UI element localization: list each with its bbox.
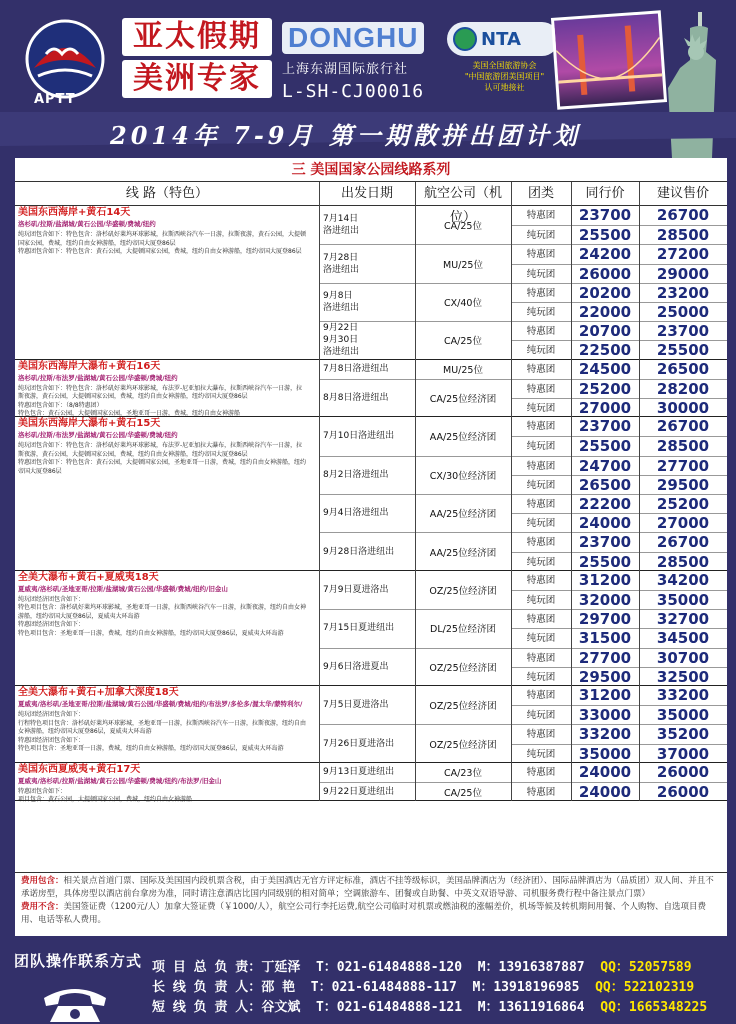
price-row — [511, 667, 727, 686]
airline: MU/25位 — [443, 365, 483, 377]
telephone-icon — [40, 984, 110, 1024]
nta-text: NTA — [481, 28, 521, 50]
col-retail-price: 建议售价 — [656, 186, 709, 201]
retail-price: 32500 — [656, 667, 710, 686]
contact-title: 团队操作联系方式 — [14, 952, 143, 970]
airline: CA/25位经济团 — [429, 393, 497, 405]
group-type: 特惠团 — [526, 210, 556, 221]
group-type: 特惠团 — [526, 652, 556, 664]
trade-price: 26500 — [578, 475, 632, 494]
retail-price: 35200 — [656, 725, 710, 744]
route-info — [18, 360, 308, 419]
route-group — [15, 571, 727, 686]
retail-price: 34200 — [656, 570, 710, 589]
aptt-logo-icon — [24, 18, 106, 100]
group-type: 特惠团 — [526, 460, 556, 472]
price-row — [511, 744, 727, 763]
license-number: L-SH-CJ00016 — [282, 81, 425, 102]
nta-desc: 美国全国旅游协会 "中国旅游团美国项目" 认可地接社 — [464, 61, 545, 92]
route-desc: 纯玩团包含如下：特色包含：洛杉矶好莱坞环球影城，布法罗-尼亚加拉大瀑布，拉斯西峡谷汽车一日游，拉斯夜游，黄石公园，大提顿国家公园，费城，纽约自由女神游船，纽约帝国大厦登86层 特惠团包含如下：特色包含：黄石公园，大提顿国家公园，圣地亚哥一日游，费城，纽约自由女神游船，纽约帝国大厦登86层 — [18, 442, 307, 475]
retail-price: 26000 — [656, 782, 710, 801]
price-row — [511, 782, 727, 801]
trade-price: 23700 — [578, 533, 632, 552]
route-title: 全美大瀑布+黄石+夏威夷18天 — [18, 571, 159, 583]
contact-mobile: M：13918196985 — [472, 980, 580, 995]
contact-role: 项 目 总 负 责： — [152, 960, 262, 975]
route-group — [15, 686, 727, 763]
group-type: 特惠团 — [526, 498, 556, 510]
contact-role: 长 线 负 责 人： — [152, 980, 262, 995]
departure-date: 9月22日夏进纽出 — [323, 786, 395, 797]
departure-date: 7月9日夏进洛出 — [323, 584, 389, 595]
retail-price: 23200 — [656, 283, 710, 302]
group-type: 纯玩团 — [526, 402, 556, 414]
column-divider — [511, 182, 512, 801]
retail-price: 30700 — [656, 648, 710, 667]
trade-price: 26000 — [578, 264, 632, 283]
route-desc: 纯玩团包含如下：特色包含：洛杉矶好莱坞环球影城，拉斯西峡谷汽车一日游，拉斯夜游，黄石公园，大提顿国家公园，费城，纽约自由女神游船，纽约帝国大厦登86层 特惠团包含如下：特色包含：黄石公园，大提顿国家公园，费城，纽约自由女神游船，纽约帝国大厦登86层 — [18, 231, 307, 255]
brand-block — [122, 18, 272, 104]
donghu-block — [282, 22, 457, 102]
globe-icon — [453, 27, 477, 51]
nta-logo — [447, 22, 559, 56]
contact-name: 谷文斌 — [261, 1000, 301, 1015]
departure-date: 7月26日夏进洛出 — [323, 738, 395, 749]
trade-price: 25200 — [578, 379, 632, 398]
group-type: 特惠团 — [526, 363, 556, 375]
price-row — [511, 513, 727, 532]
airline: CA/23位 — [444, 768, 482, 780]
airline: OZ/25位经济团 — [429, 739, 497, 751]
price-row — [511, 264, 727, 283]
route-desc: 特惠团包含如下： 项目包含：黄石公园，大提顿国家公园，费城，纽约自由女神游船 — [18, 787, 193, 804]
price-row — [511, 628, 727, 647]
trade-price: 24200 — [578, 245, 632, 264]
contact-qq: QQ：522102319 — [595, 980, 695, 995]
route-title: 美国东西夏威夷+黄石17天 — [18, 763, 141, 775]
page-title: 2014年 7-9月 第一期散拼出团计划 — [110, 121, 581, 150]
price-row — [511, 494, 727, 513]
group-type: 纯玩团 — [526, 556, 556, 568]
departure-date: 7月28日 洛进纽出 — [323, 252, 360, 275]
trade-price: 27700 — [578, 648, 632, 667]
price-row — [511, 244, 727, 263]
departure-date: 9月4日洛进纽出 — [323, 508, 389, 519]
price-row — [511, 321, 727, 340]
series-title: 三 美国国家公园线路系列 — [15, 158, 727, 182]
donghu-logo: DONGHU — [282, 22, 424, 54]
airline: OZ/25位经济团 — [429, 662, 497, 674]
departure-date: 9月28日洛进纽出 — [323, 546, 395, 557]
trade-price: 22200 — [578, 494, 632, 513]
price-row — [511, 763, 727, 782]
group-type: 纯玩团 — [526, 441, 556, 453]
departure-date: 7月5日夏进洛出 — [323, 700, 389, 711]
route-info — [18, 763, 308, 805]
airline: OZ/25位经济团 — [429, 585, 497, 597]
airline: CX/30位经济团 — [429, 470, 497, 482]
column-divider — [319, 182, 320, 801]
departure-date: 8月8日洛进纽出 — [323, 392, 389, 403]
col-type: 团类 — [527, 186, 554, 201]
retail-price: 34500 — [656, 629, 710, 648]
contact-name: 邵 艳 — [261, 980, 296, 995]
route-group — [15, 762, 727, 804]
departure-date: 7月8日洛进纽出 — [323, 364, 389, 375]
departure-date: 7月14日 洛进纽出 — [323, 214, 360, 237]
trade-price: 33200 — [578, 725, 632, 744]
group-type: 纯玩团 — [526, 594, 556, 606]
price-row — [511, 206, 727, 225]
contact-row — [152, 996, 707, 1016]
retail-price: 23700 — [656, 322, 710, 341]
retail-price: 25000 — [656, 303, 710, 321]
route-desc: 纯玩团经济团包含如下： 行程特色项目包含：洛杉矶好莱坞环球影城，圣地亚哥一日游，拉斯西峡谷汽车一日游，拉斯夜游，纽约自由女神游船，纽约帝国大厦登86层，夏威夷大环岛游 特惠团经济团包含如下： 特色项目包含：圣地亚哥一日游，费城，纽约自由女神游船，纽约帝国大厦登86层，夏威夷大环岛游 — [18, 711, 307, 752]
route-title: 美国东西海岸大瀑布+黄石15天 — [18, 418, 161, 430]
retail-price: 28500 — [656, 552, 710, 571]
contact-mobile: M：13916387887 — [477, 960, 585, 975]
trade-price: 29500 — [578, 667, 632, 686]
trade-price: 23700 — [578, 206, 632, 224]
column-divider — [415, 182, 416, 801]
contact-role: 短 线 负 责 人： — [152, 1000, 262, 1015]
nta-block — [447, 22, 562, 93]
trade-price: 31200 — [578, 570, 632, 589]
header — [0, 0, 736, 108]
group-type: 特惠团 — [526, 537, 556, 549]
trade-price: 31500 — [578, 629, 632, 648]
airline: CA/25位 — [444, 221, 482, 233]
airline: AA/25位经济团 — [429, 509, 497, 521]
retail-price: 28500 — [656, 437, 710, 456]
price-row — [511, 724, 727, 743]
retail-price: 33200 — [656, 686, 710, 704]
route-title: 美国东西海岸大瀑布+黄石16天 — [18, 360, 161, 372]
route-cities: 夏威夷/洛杉矶/圣地亚哥/拉斯/盐湖城/黄石公园/华盛顿/费城/纽约/旧金山 — [18, 584, 228, 593]
contact-tel: T：021-61484888-117 — [310, 980, 457, 995]
col-route: 线 路（特色） — [125, 186, 209, 201]
trade-price: 22000 — [578, 303, 632, 321]
trade-price: 27000 — [578, 398, 632, 417]
price-row — [511, 283, 727, 302]
group-type: 纯玩团 — [526, 345, 556, 357]
retail-price: 26500 — [656, 359, 710, 378]
retail-price: 28500 — [656, 226, 710, 245]
price-row — [511, 571, 727, 590]
trade-price: 32000 — [578, 590, 632, 609]
exclude-text: 美国签证费（1200元/人）加拿大签证费（￥1000/人），航空公司行李托运费,航空公司临时对机票或燃油税的涨幅差价，机场等候及转机期间用餐、个人购物、自选项目费用、电话等私人费用。 — [21, 902, 706, 925]
schedule-table — [15, 158, 727, 872]
trade-price: 25500 — [578, 437, 632, 456]
group-type: 特惠团 — [526, 614, 556, 626]
departure-date: 9月8日 洛进纽出 — [323, 291, 360, 313]
group-type: 特惠团 — [526, 690, 556, 701]
col-date: 出发日期 — [340, 186, 393, 201]
route-cities: 夏威夷/洛杉矶/圣地亚哥/拉斯/盐湖城/黄石公园/华盛顿/费城/纽约/布法罗/多伦多/渥太华/蒙特利尔/ — [18, 700, 303, 708]
retail-price: 26000 — [656, 762, 710, 781]
route-title: 全美大瀑布+黄石+加拿大深度18天 — [18, 687, 179, 698]
group-type: 特惠团 — [526, 326, 556, 338]
trade-price: 23700 — [578, 417, 632, 436]
departure-date: 8月2日洛进纽出 — [323, 469, 389, 480]
route-cities: 洛杉矶/拉斯/布法罗/盐湖城/黄石公园/华盛顿/费城/纽约 — [18, 373, 178, 382]
trade-price: 24000 — [578, 782, 632, 801]
route-info — [18, 686, 308, 754]
price-row — [511, 225, 727, 244]
route-group — [15, 417, 727, 571]
group-type: 纯玩团 — [526, 479, 556, 491]
trade-price: 22500 — [578, 341, 632, 360]
trade-price: 25500 — [578, 552, 632, 571]
airline: MU/25位 — [443, 259, 483, 271]
contact-tel: T：021-61484888-120 — [315, 960, 463, 975]
contact-row — [152, 956, 692, 976]
logo-text: APTT — [34, 92, 76, 107]
trade-price: 20200 — [578, 283, 632, 302]
trade-price: 25500 — [578, 226, 632, 245]
contact-qq: QQ：52057589 — [600, 960, 692, 975]
retail-price: 26700 — [656, 417, 710, 436]
group-type: 纯玩团 — [526, 633, 556, 645]
route-cities: 洛杉矶/拉斯/盐湖城/黄石公园/华盛顿/费城/纽约 — [18, 220, 156, 228]
retail-price: 29000 — [656, 264, 710, 283]
trade-price: 24000 — [578, 514, 632, 533]
airline: CA/25位 — [444, 336, 482, 348]
group-type: 特惠团 — [526, 729, 556, 741]
retail-price: 25500 — [656, 341, 710, 360]
col-airline: 航空公司（机位） — [423, 186, 502, 225]
airline: DL/25位经济团 — [430, 624, 496, 636]
brand-line-1: 亚太假期 — [122, 18, 272, 56]
group-type: 纯玩团 — [526, 710, 556, 722]
group-type: 纯玩团 — [526, 518, 556, 530]
route-desc: 纯玩团包含如下：特色包含：洛杉矶好莱坞环球影城，布法罗-尼亚加拉大瀑布，拉斯西峡谷汽车一日游，拉斯夜游，黄石公园，大提顿国家公园，费城，纽约自由女神游船，纽约帝国大厦登86层 特惠团包含如下：（8/8特惠团） 特色包含：黄石公园，大提顿国家公园，圣地亚哥一日游，费城，纽约自由女神游船 — [18, 384, 303, 418]
price-row — [511, 340, 727, 359]
group-type: 纯玩团 — [526, 268, 556, 280]
departure-date: 7月10日洛进纽出 — [323, 431, 395, 442]
route-info — [18, 571, 308, 639]
airline: AA/25位经济团 — [429, 432, 497, 444]
trade-price: 24700 — [578, 456, 632, 475]
contact-section — [0, 936, 736, 1024]
airline: AA/25位经济团 — [429, 547, 497, 559]
trade-price: 31200 — [578, 686, 632, 704]
group-type: 特惠团 — [526, 421, 556, 433]
contact-mobile: M：13611916864 — [477, 1000, 585, 1015]
include-text: 相关景点首道门票、国际及美国国内段机票含税，由于美国酒店无官方评定标准，酒店不挂等级标识，美国品牌酒店为（经济团）、国际品牌酒店为（品质团）双人间、并且不承诺房型，具体房型以酒店前台拿房为准，同时请注意酒店比国内同级别的相对简单；空调旅游车、团餐或自助餐、中英文双语导游、司机服务费行程中备注景点门票） — [21, 876, 714, 899]
departure-date: 9月13日夏进纽出 — [323, 767, 395, 778]
include-label: 费用包含： — [21, 876, 64, 886]
trade-price: 33000 — [578, 706, 632, 725]
group-type: 纯玩团 — [526, 307, 556, 318]
company-name: 上海东湖国际旅行社 — [282, 62, 409, 77]
trade-price: 29700 — [578, 610, 632, 629]
trade-price: 24000 — [578, 762, 632, 781]
contact-row — [152, 976, 694, 996]
group-type: 特惠团 — [526, 574, 556, 586]
price-row — [511, 686, 727, 705]
retail-price: 28200 — [656, 379, 710, 398]
exclude-label: 费用不含： — [21, 902, 64, 912]
retail-price: 27000 — [656, 514, 710, 533]
price-row — [511, 360, 727, 379]
group-type: 特惠团 — [526, 287, 556, 299]
route-cities: 夏威夷/洛杉矶/拉斯/盐湖城/黄石公园/华盛顿/费城/纽约/布法罗/旧金山 — [18, 776, 222, 785]
route-group — [15, 206, 727, 360]
contact-name: 丁延泽 — [261, 960, 301, 975]
price-row — [511, 552, 727, 571]
retail-price: 27200 — [656, 245, 710, 264]
price-row — [511, 705, 727, 724]
col-trade-price: 同行价 — [585, 186, 625, 201]
retail-price: 37000 — [656, 744, 710, 763]
trade-price: 35000 — [578, 744, 632, 763]
group-type: 纯玩团 — [526, 748, 556, 760]
trade-price: 20700 — [578, 322, 632, 341]
price-row — [511, 379, 727, 398]
price-row — [511, 590, 727, 609]
retail-price: 30000 — [656, 398, 710, 417]
airline: OZ/25位经济团 — [429, 701, 497, 713]
trade-price: 24500 — [578, 359, 632, 378]
group-type: 特惠团 — [526, 786, 556, 798]
column-divider — [571, 182, 572, 801]
retail-price: 35000 — [656, 706, 710, 725]
retail-price: 26700 — [656, 533, 710, 552]
retail-price: 29500 — [656, 475, 710, 494]
airline: CA/25位 — [444, 787, 482, 799]
departure-date: 9月6日洛进夏出 — [323, 661, 389, 672]
group-type: 特惠团 — [526, 383, 556, 395]
group-type: 特惠团 — [526, 766, 556, 778]
departure-date: 7月15日夏进纽出 — [323, 623, 395, 634]
brand-line-2: 美洲专家 — [122, 60, 272, 98]
retail-price: 27700 — [656, 456, 710, 475]
price-row — [511, 475, 727, 494]
price-row — [511, 456, 727, 475]
price-row — [511, 436, 727, 455]
group-type: 特惠团 — [526, 249, 556, 261]
route-title: 美国东西海岸+黄石14天 — [18, 207, 131, 218]
retail-price: 26700 — [656, 206, 710, 224]
column-divider — [639, 182, 640, 801]
price-row — [511, 398, 727, 417]
retail-price: 35000 — [656, 590, 710, 609]
fee-notes — [15, 872, 727, 936]
departure-date: 9月22日 9月30日 洛进纽出 — [323, 323, 360, 358]
route-desc: 纯玩团经济团包含如下： 特色项目包含：洛杉矶好莱坞环球影城，圣地亚哥一日游，拉斯西峡谷汽车一日游，拉斯夜游，纽约自由女神游船，纽约帝国大厦登86层，夏威夷大环岛游 特惠团经济团包含如下： 特色项目包含：圣地亚哥一日游，费城，纽约自由女神游船，纽约帝国大厦登86层，夏威夷大环岛游 — [18, 595, 307, 637]
group-type: 纯玩团 — [526, 230, 556, 242]
price-row — [511, 532, 727, 551]
route-info — [18, 206, 308, 257]
route-cities: 洛杉矶/拉斯/布法罗/盐湖城/黄石公园/华盛顿/费城/纽约 — [18, 431, 178, 440]
airline: CX/40位 — [444, 298, 482, 309]
retail-price: 25200 — [656, 494, 710, 513]
group-type: 纯玩团 — [526, 671, 556, 683]
route-info — [18, 417, 308, 476]
route-group — [15, 360, 727, 418]
price-row — [511, 648, 727, 667]
contact-qq: QQ：1665348225 — [600, 1000, 708, 1015]
retail-price: 32700 — [656, 610, 710, 629]
price-row — [511, 609, 727, 628]
contact-tel: T：021-61484888-121 — [315, 1000, 463, 1015]
price-row — [511, 302, 727, 321]
price-row — [511, 417, 727, 436]
